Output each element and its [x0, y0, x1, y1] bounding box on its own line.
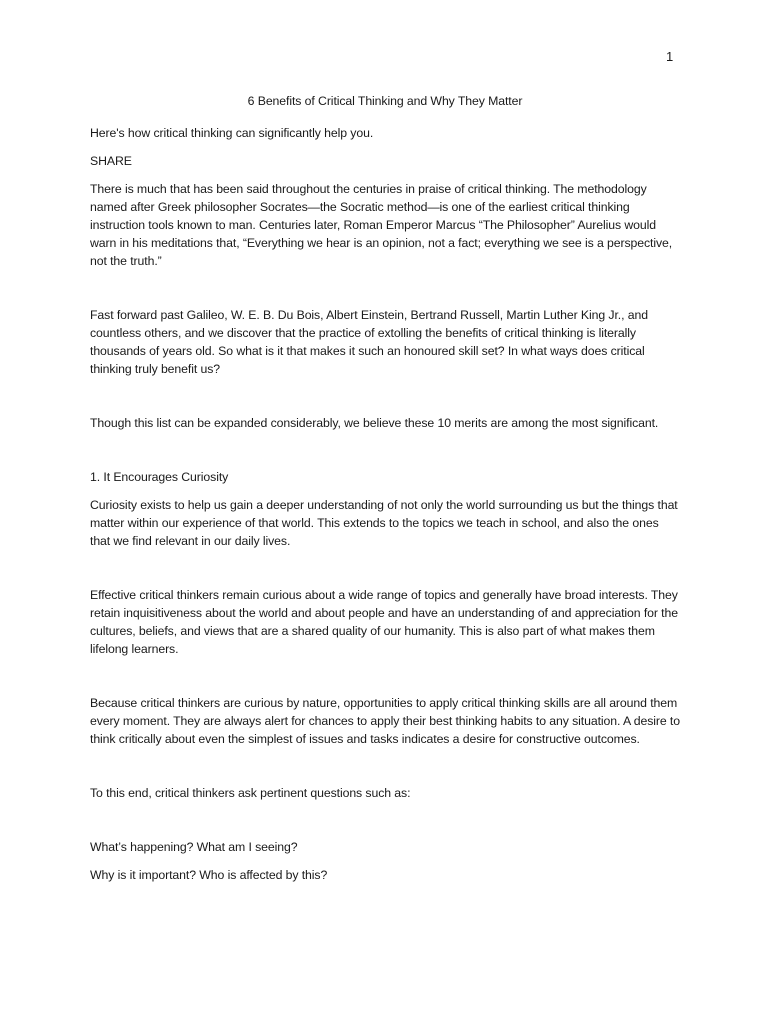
section-paragraph-4: To this end, critical thinkers ask pertinent questions such as:	[90, 786, 411, 800]
section-paragraph-1: Curiosity exists to help us gain a deeper understanding of not only the world surrounding us but the things that matter within our experience of that world. This extends to the topics we teach in school, and also the ones that we find relevant in our daily lives.	[90, 498, 678, 548]
section-paragraph-2: Effective critical thinkers remain curious about a wide range of topics and generally have broad interests. They retain inquisitiveness about the world and about people and have an understanding of and appreciation for the cultures, beliefs, and views that are a shared quality of our humanity. This is also part of what makes them lifelong learners.	[90, 588, 678, 656]
intro-paragraph-1: There is much that has been said throughout the centuries in praise of critical thinking. The methodology named after Greek philosopher Socrates—the Socratic method—is one of the earliest critical thinking instruction tools known to man. Centuries later, Roman Emperor Marcus “The Philosopher” Aurelius would warn in his meditations that, “Everything we hear is an opinion, not a fact; everything we see is a perspective, not the truth.”	[90, 182, 673, 268]
section-paragraph-3: Because critical thinkers are curious by nature, opportunities to apply critical thinking skills are all around them every moment. They are always alert for chances to apply their best thinking habits to any situation. A desire to think critically about even the simplest of issues and tasks indicates a desire for constructive outcomes.	[90, 696, 680, 746]
intro-paragraph-3: Though this list can be expanded considerably, we believe these 10 merits are among the most significant.	[90, 416, 659, 430]
document-subtitle: Here's how critical thinking can significantly help you.	[90, 126, 374, 140]
page-number: 1	[666, 49, 674, 64]
document-body	[90, 92, 680, 884]
question-line-2: Why is it important? Who is affected by this?	[90, 868, 328, 882]
intro-paragraph-2: Fast forward past Galileo, W. E. B. Du Bois, Albert Einstein, Bertrand Russell, Martin Luther King Jr., and countless others, and we discover that the practice of extolling the benefits of critical thinking is literally thousands of years old. So what is it that makes it such an honoured skill set? In what ways does critical thinking truly benefit us?	[90, 308, 648, 376]
question-line-1: What’s happening? What am I seeing?	[90, 840, 298, 854]
document-title: 6 Benefits of Critical Thinking and Why They Matter	[247, 94, 523, 108]
share-label: SHARE	[90, 154, 132, 168]
section-heading: 1. It Encourages Curiosity	[90, 470, 229, 484]
